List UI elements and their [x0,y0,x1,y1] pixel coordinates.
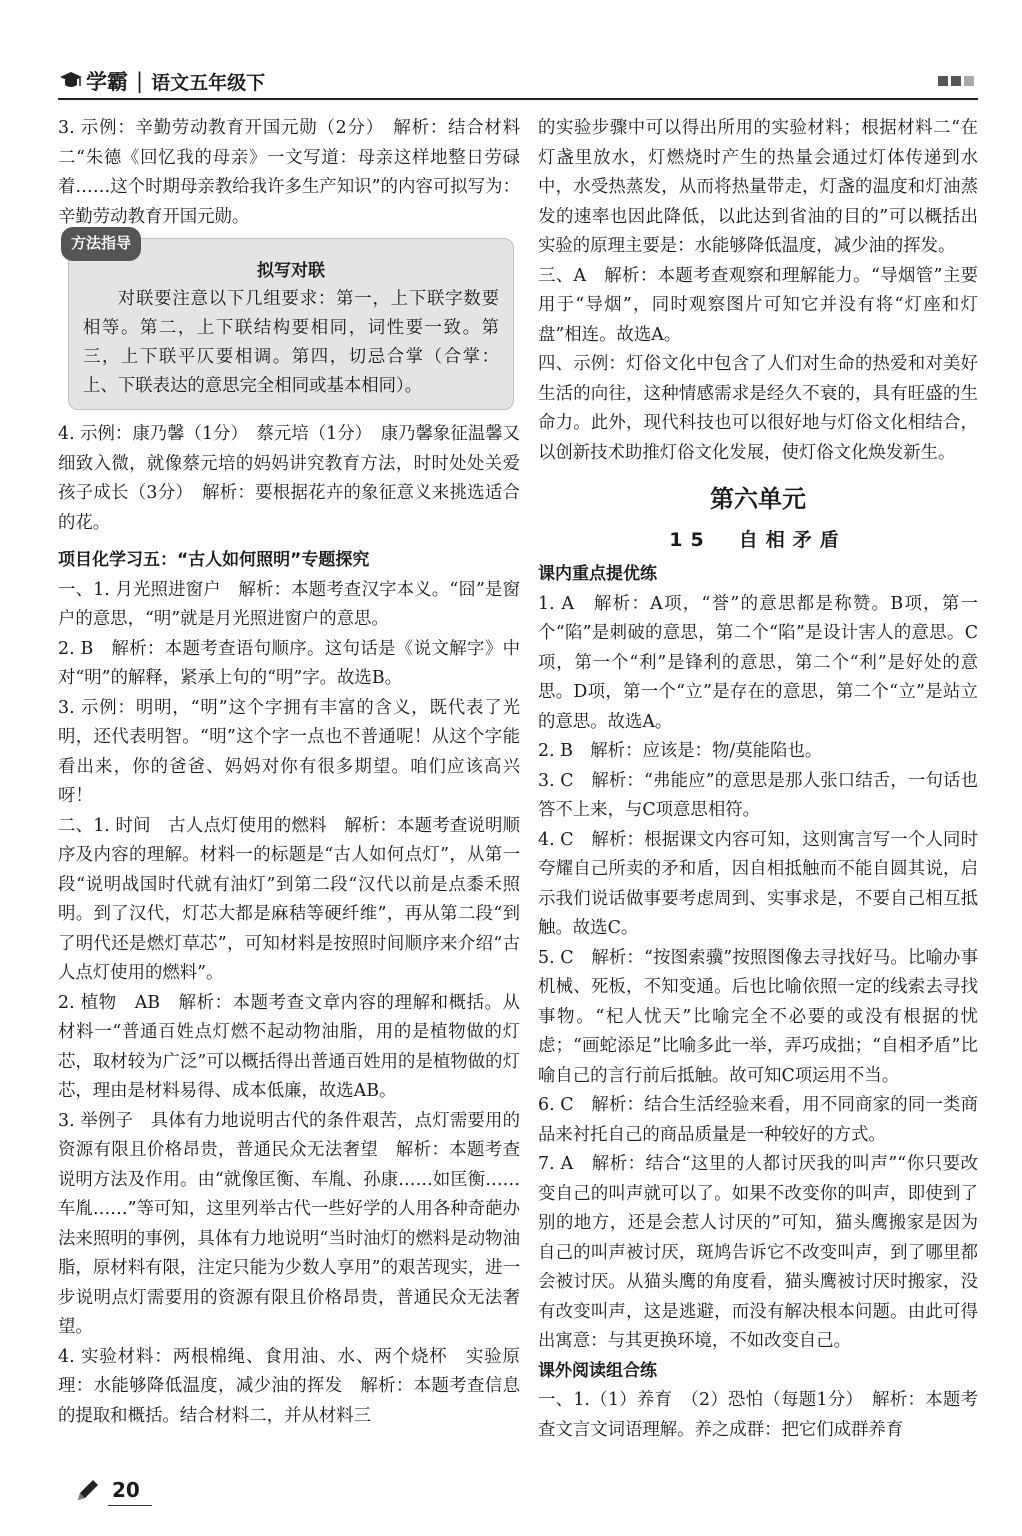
project-answer-7: 4. 实验材料：两根棉绳、食用油、水、两个烧杯 实验原理：水能够降低温度，减少油的挥发 解析：本题考查信息的提取和概括。结合材料二，并从材料三 [58,1346,520,1426]
project-answer-1: 一、1. 月光照进窗户 解析：本题考查汉字本义。“囧”是窗户的意思，“明”就是月光照进窗户的意思。 [58,579,520,629]
lesson-answer-6: 6. C 解析：结合生活经验来看，用不同商家的同一类商品来衬托自己的商品质量是一种较好的方式。 [538,1095,978,1145]
footer-rule [108,1505,152,1506]
answer-four: 四、示例：灯俗文化中包含了人们对生命的热爱和对美好生活的向往，这种情感需求是经久不衰的，具有旺盛的生命力。此外，现代科技也可以很好地与灯俗文化相结合，以创新技术助推灯俗文化发展，使灯俗文化焕发新生。 [538,354,978,463]
method-tip-tag: 方法指导 [61,227,141,261]
lesson-answer-3: 3. C 解析：“弗能应”的意思是那人张口结舌，一句话也答不上来，与C项意思相符。 [538,770,978,820]
book-subject: 语文五年级下 [151,71,266,94]
project-answer-4: 二、1. 时间 古人点灯使用的燃料 解析：本题考查说明顺序及内容的理解。材料一的标题是“古人如何点灯”，从第一段“说明战国时代就有油灯”到第二段“汉代以前是点黍禾照明。到了汉代，灯芯大都是麻秸等硬纤维”，再从第二段“到了明代还是燃灯草芯”，可知材料是按照时间顺序来介绍“古人点灯使用的燃料”。 [58,815,520,983]
section-heading-in-class: 课内重点提优练 [538,564,657,584]
tip-title: 拟写对联 [257,261,325,281]
lesson-answer-4: 4. C 解析：根据课文内容可知，这则寓言写一个人同时夸耀自己所卖的矛和盾，因自相抵触而不能自圆其说，启示我们说话做事要考虑周到、实事求是，不要自己相互抵触。故选C。 [538,829,978,938]
lesson-answer-2: 2. B 解析：应该是：物/莫能陷也。 [538,741,823,761]
reading-answer-1: 一、1.（1）养育 （2）恐怕（每题1分） 解析：本题考查文言文词语理解。养之成群：把它们成群养育 [538,1390,978,1440]
lesson-answer-7: 7. A 解析：结合“这里的人都讨厌我的叫声”“你只要改变自己的叫声就可以了。如果不改变你的叫声，即使到了别的地方，还是会惹人讨厌的”可知，猫头鹰搬家是因为自己的叫声被讨厌，斑鸠告诉它不改变叫声，到了哪里都会被讨厌。从猫头鹰的角度看，猫头鹰被讨厌时搬家，没有改变叫声，这是逃避，而没有解决根本问题。由此可得出寓意：与其更换环境，不如改变自己。 [538,1154,978,1351]
page-footer [74,1476,140,1504]
project-answer-6: 3. 举例子 具体有力地说明古代的条件艰苦，点灯需要用的资源有限且价格昂贵，普通民众无法奢望 解析：本题考查说明方法及作用。由“就像匡衡、车胤、孙康……如匡衡……车胤……”等可知，这里列举古代一些好学的人用各种奇葩办法来照明的事例，具体有力地说明“当时油灯的燃料是动物油脂，原材料有限，注定只能为少数人享用”的艰苦现实，进一步说明点灯需要用的资源有限且价格昂贵，普通民众无法奢望。 [58,1110,520,1337]
left-column [58,114,520,1431]
project-title: 项目化学习五：“古人如何照明”专题探究 [58,550,370,570]
answer-3: 3. 示例：辛勤劳动教育开国元勋（2分） 解析：结合材料二“朱德《回忆我的母亲》一文写道：母亲这样地整日劳碌着……这个时期母亲教给我许多生产知识”的内容可拟写为：辛勤劳动教育开国元勋。 [58,118,520,227]
graduation-cap-icon [58,68,84,94]
lesson-title: 15 自相矛盾 [669,529,847,551]
answer-4: 4. 示例：康乃馨（1分） 蔡元培（1分） 康乃馨象征温馨又细致入微，就像蔡元培的妈妈讲究教育方法，时时处处关爱孩子成长（3分） 解析：要根据花卉的象征意义来挑选适合的花。 [58,424,520,533]
page-header [58,66,978,100]
brand-logo [58,66,265,96]
section-heading-extra-reading: 课外阅读组合练 [538,1360,657,1381]
answer-three: 三、A 解析：本题考查观察和理解能力。“导烟管”主要用于“导烟”，同时观察图片可知它并没有将“灯座和灯盘”相连。故选A。 [538,265,978,345]
project-answer-5: 2. 植物 AB 解析：本题考查文章内容的理解和概括。从材料一“普通百姓点灯燃不起动物油脂，用的是植物做的灯芯，取材较为广泛”可以概括得出普通百姓用的是植物做的灯芯，理由是材料易得、成本低廉，故选AB。 [58,992,520,1101]
lesson-answer-5: 5. C 解析：“按图索骥”按照图像去寻找好马。比喻办事机械、死板，不知变通。后也比喻依照一定的线索去寻找事物。“杞人忧天”比喻完全不必要的或没有根据的忧虑；“画蛇添足”比喻多此一举，弄巧成拙；“自相矛盾”比喻自己的言行前后抵触。故可知C项运用不当。 [538,947,978,1086]
continued-answer: 的实验步骤中可以得出所用的实验材料；根据材料二“在灯盏里放水，灯燃烧时产生的热量会通过灯体传递到水中，水受热蒸发，从而将热量带走，灯盏的温度和灯油蒸发的速率也因此降低，以此达到省油的目的”可以概括出实验的原理主要是：水能够降低温度，减少油的挥发。 [538,118,978,256]
project-answer-3: 3. 示例：明明，“明”这个字拥有丰富的含义，既代表了光明，还代表明智。“明”这个字一点也不普通呢！从这个字能看出来，你的爸爸、妈妈对你有很多期望。咱们应该高兴呀！ [58,697,520,806]
lesson-answer-1: 1. A 解析：A项，“誉”的意思都是称赞。B项，第一个“陷”是刺破的意思，第二个“陷”是设计害人的意思。C项，第一个“利”是锋利的意思，第二个“利”是好处的意思。D项，第一个“立”是存在的意思，第二个“立”是站立的意思。故选A。 [538,593,978,732]
pencil-icon [74,1476,102,1504]
header-decoration [938,76,974,86]
project-answer-2: 2. B 解析：本题考查语句顺序。这句话是《说文解字》中对“明”的解释，紧承上句的“明”字。故选B。 [58,638,520,688]
header-separator: | [136,69,144,93]
method-tip-box [68,234,514,410]
brand-name: 学霸 [86,70,128,94]
right-column [538,114,978,1445]
page-number: 20 [112,1478,140,1502]
tip-body: 对联要注意以下几组要求：第一，上下联字数要相等。第二，上下联结构要相同，词性要一致。第三，上下联平仄要相调。第四，切忌合掌（合掌：上、下联表达的意思完全相同或基本相同）。 [83,289,499,396]
unit-title: 第六单元 [710,485,806,513]
